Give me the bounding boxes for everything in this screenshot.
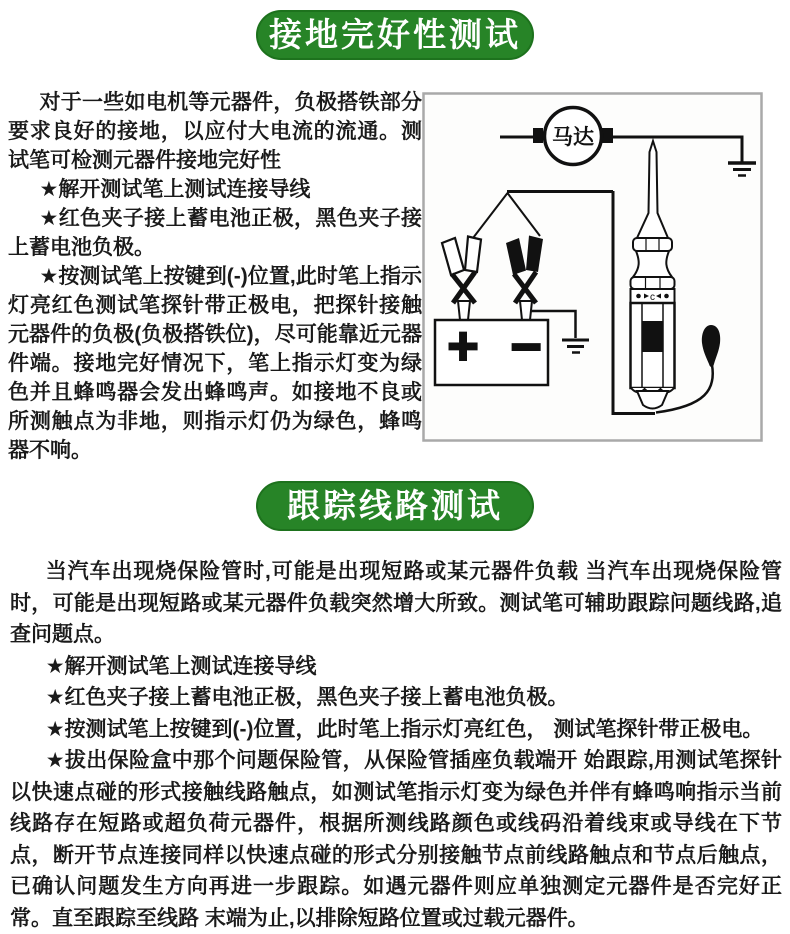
section-banner-trace-test: 跟踪线路测试 bbox=[256, 481, 534, 531]
motor-terminal-right bbox=[602, 128, 613, 143]
instruction-paragraph: ★红色夹子接上蓄电池正极，黑色夹子接上蓄电池负极。 bbox=[45, 686, 569, 709]
circuit-diagram bbox=[422, 92, 763, 442]
instruction-paragraph: ★红色夹子接上蓄电池正极，黑色夹子接上蓄电池负极。 bbox=[8, 207, 422, 259]
banner-row-trace-test bbox=[0, 481, 790, 531]
test-pen-dark-band bbox=[642, 321, 664, 352]
trace-test-instructions bbox=[10, 556, 782, 934]
ground-test-instructions bbox=[8, 88, 422, 465]
test-pen-collar-top bbox=[633, 238, 672, 251]
battery-plus-symbol: + bbox=[447, 316, 479, 376]
collar-letter: c bbox=[650, 292, 655, 303]
instruction-paragraph: ★按测试笔上按键到(-)位置，此时笔上指示灯亮红色， 测试笔探针带正极电。 bbox=[45, 717, 764, 741]
circuit-diagram-drawing bbox=[422, 92, 763, 442]
test-pen-indicator-band bbox=[631, 289, 675, 303]
banner-row-ground-test bbox=[0, 10, 790, 60]
test-pen-grip bbox=[633, 251, 672, 277]
instruction-paragraph: ★解开测试笔上测试连接导线 bbox=[45, 654, 317, 678]
instruction-paragraph: ★拔出保险盒中那个问题保险管，从保险管插座负载端开 始跟踪,用测试笔探针以快速点碰的形式接触线路触点，如测试笔指示灯变为绿色并伴有蜂鸣响指示当前线路存在短路或超负荷元器件，根据所测线路颜色或线码沿着线束或导线在下节点，断开节点连接同样以快速点碰的形式分别接触节点前线路触点和节点后触点，已确认问题发生方向再进一步跟踪。如遇元器件则应单独测定元器件是否完好正常。直至跟踪至线路 末端为止,以排除短路位置或过载元器件。 bbox=[10, 749, 782, 930]
instruction-paragraph: 当汽车出现烧保险管时,可能是出现短路或某元器件负载 当汽车出现烧保险管时，可能是出现短路或某元器件负载突然增大所致。测试笔可辅助跟踪问题线路,追查问题点。 bbox=[10, 560, 782, 646]
battery bbox=[435, 316, 548, 385]
motor-terminal-left bbox=[533, 128, 543, 143]
battery-minus-symbol: − bbox=[510, 317, 542, 377]
section-banner-ground-test: 接地完好性测试 bbox=[256, 10, 534, 60]
test-pen-collar-bottom bbox=[631, 277, 675, 289]
test-pen-body bbox=[631, 303, 675, 409]
instruction-paragraph: 对于一些如电机等元器件，负极搭铁部分要求良好的接地，以应付大电流的流通。测试笔可检测元器件接地完好性 bbox=[8, 91, 422, 172]
instruction-paragraph: ★按测试笔上按键到(-)位置,此时笔上指示灯亮红色测试笔探针带正极电，把探针接触元器件的负极(负极搭铁位)，尽可能靠近元器件端。接地完好情况下，笔上指示灯变为绿色并且蜂鸣器会发出蜂鸣声。如接地不良或所测触点为非地，则指示灯仍为绿色，蜂鸣器不响。 bbox=[8, 265, 422, 462]
motor-label: 马达 bbox=[552, 126, 594, 149]
instruction-paragraph: ★解开测试笔上测试连接导线 bbox=[39, 178, 311, 201]
